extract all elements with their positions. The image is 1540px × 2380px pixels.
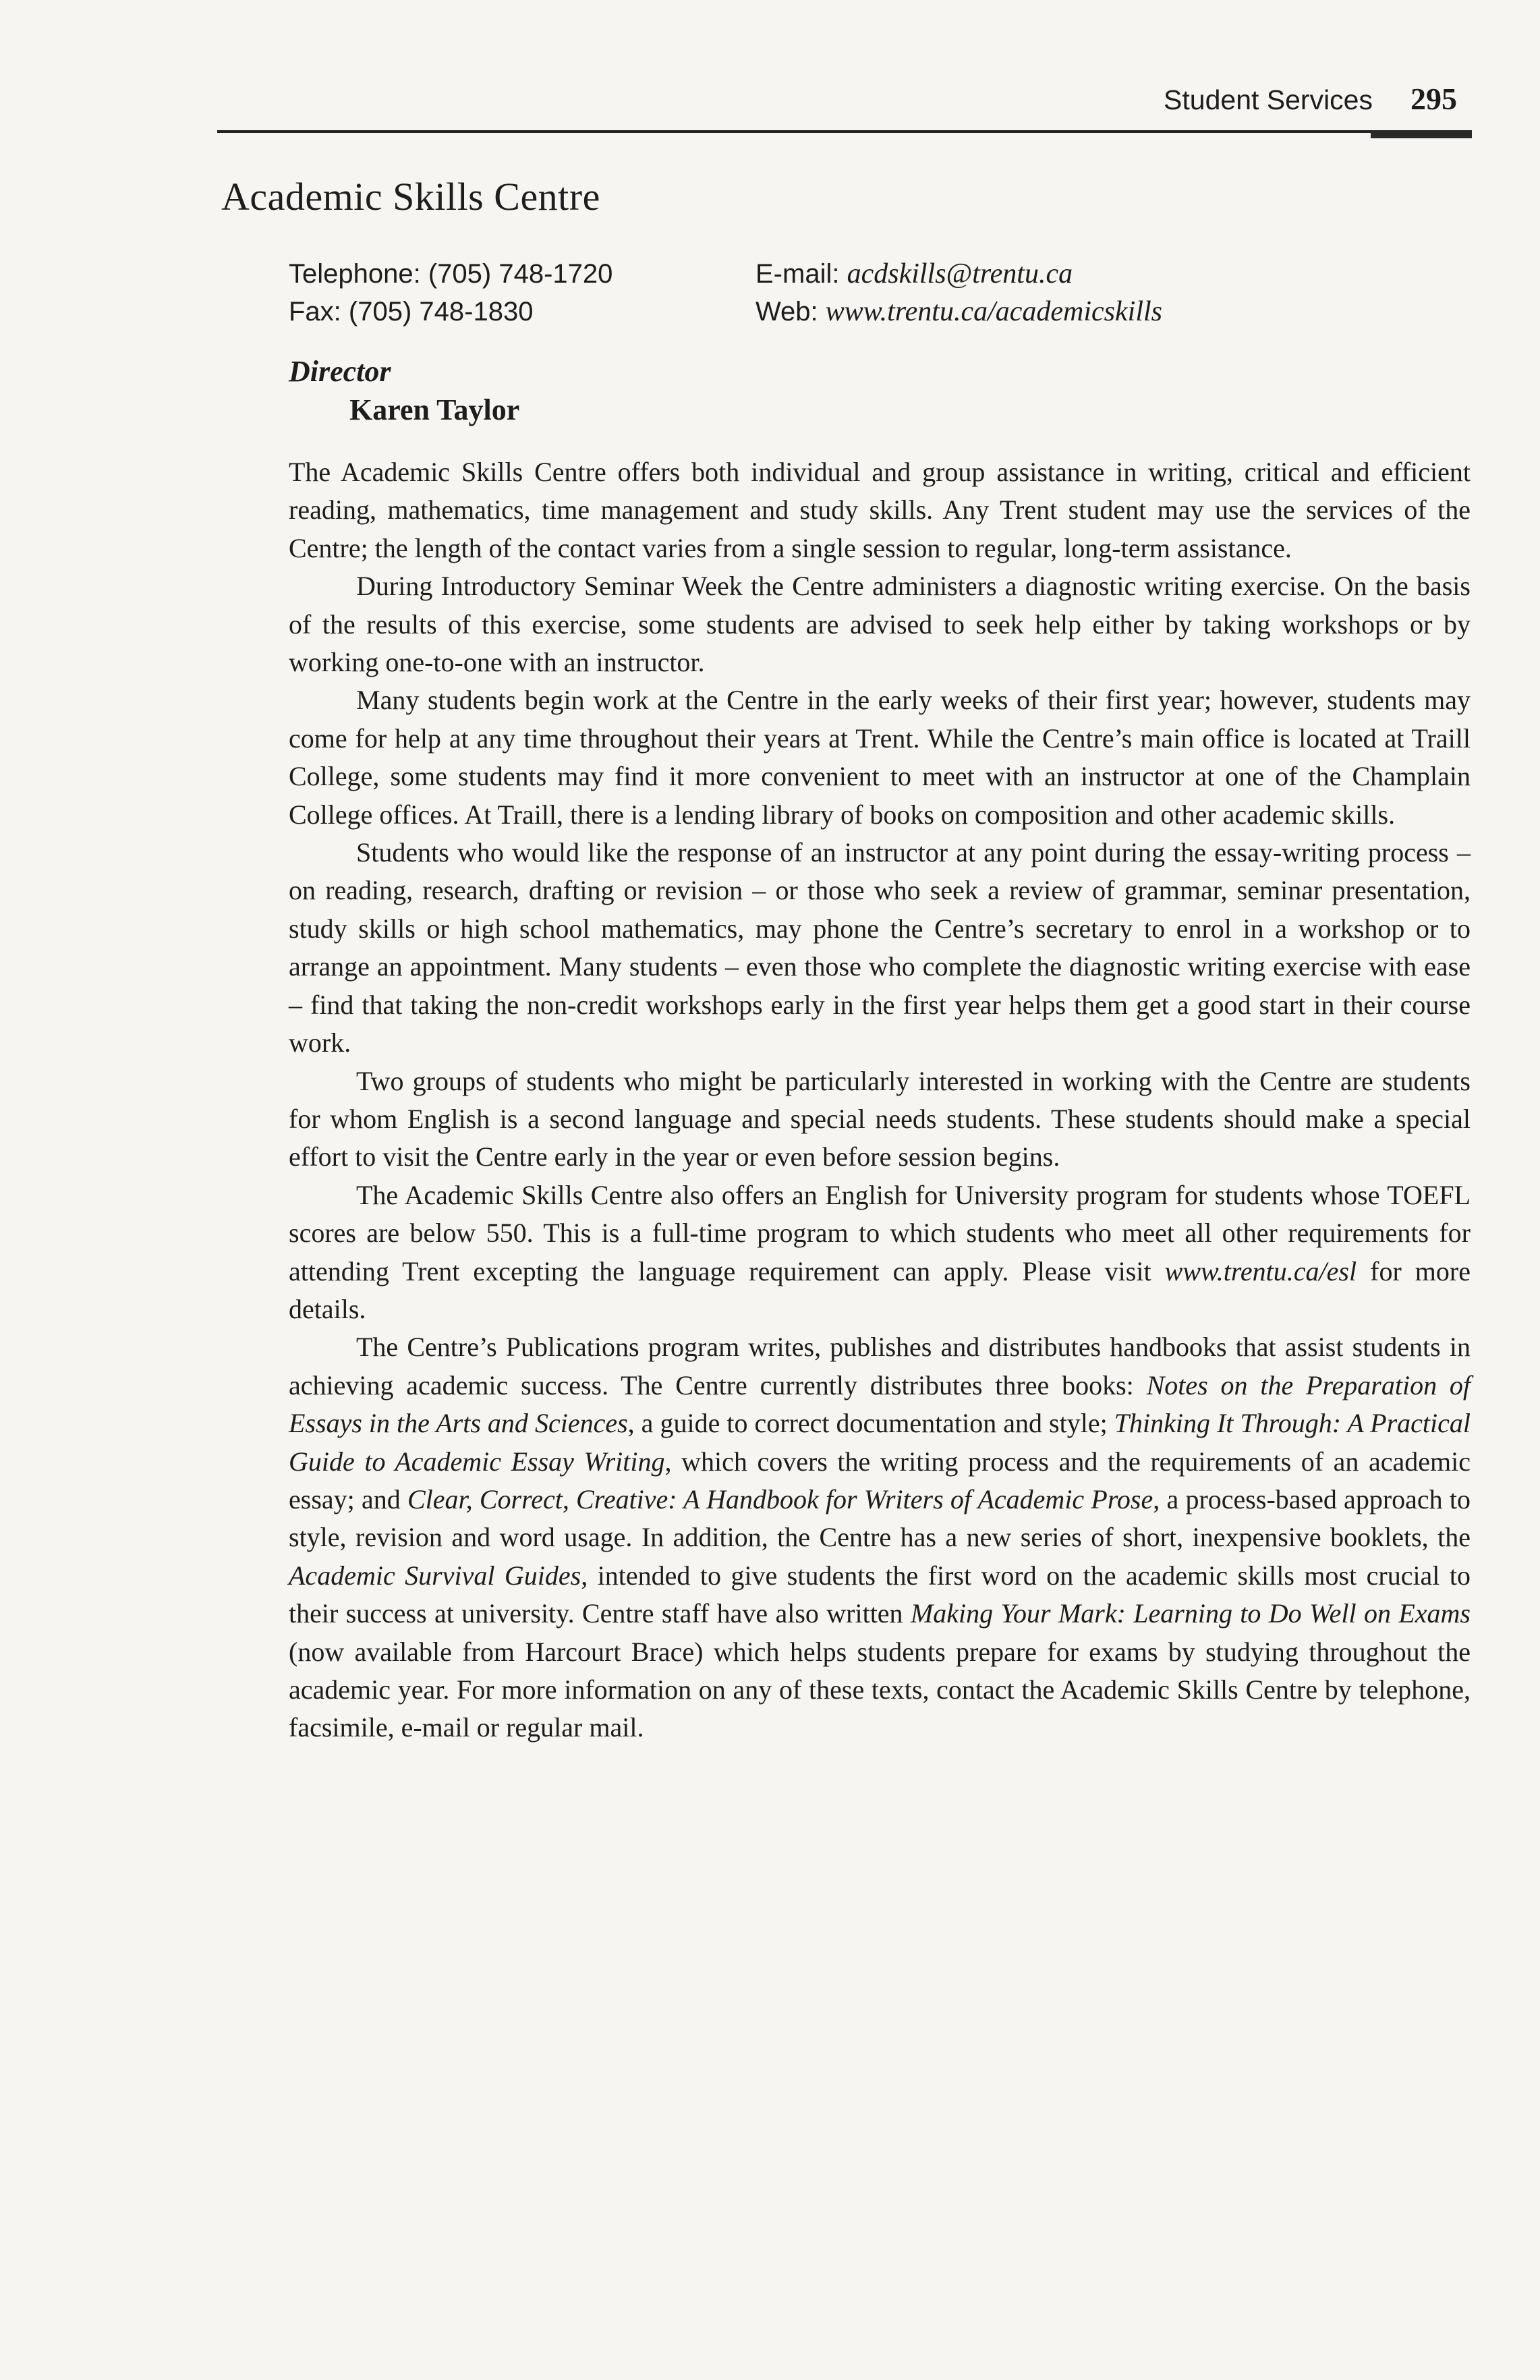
- esl-link: www.trentu.ca/esl: [1164, 1255, 1357, 1286]
- web-label: Web:: [755, 297, 826, 327]
- paragraph-7-text-a: The Centre’s Publications program writes, publishes and distributes handbooks that assist students in achieving academic success. The Centre currently distributes three books:: [289, 1332, 1471, 1400]
- book-title-thinking: Thinking It Through: A Practical Guide to Academic Essay Writing: [289, 1408, 1471, 1477]
- page-number: 295: [1410, 82, 1457, 116]
- series-title: Academic Survival Guides: [289, 1560, 581, 1591]
- paragraph-3: Many students begin work at the Centre in the early weeks of their first year; however, students may come for help at any time throughout their years at Trent. While the Centre’s main office is located at Traill College, some students may find it more convenient to meet with an instructor at one of the Champlain College offices. At Traill, there is a lending library of books on composition and other academic skills.: [289, 685, 1471, 830]
- fax: Fax: (705) 748-1830: [289, 297, 534, 327]
- web-address: www.trentu.ca/academicskills: [825, 296, 1163, 327]
- email-label: E-mail:: [755, 259, 847, 289]
- paragraph-7-text-b: , a guide to correct documentation and style;: [627, 1408, 1114, 1439]
- paragraph-7-text-c: , which covers the writing process and the requirements of an academic essay; and: [289, 1446, 1471, 1514]
- header-rule: [217, 130, 1472, 133]
- paragraph-6: [289, 1177, 1471, 1329]
- book-title-making: Making Your Mark: Learning to Do Well on Exams: [910, 1598, 1471, 1629]
- paragraph-7-text-e: , intended to give students the first word on the academic skills most crucial to their success at university. Centre staff have also written: [289, 1560, 1471, 1629]
- header-rule-end-bar: [1371, 130, 1472, 138]
- telephone: Telephone: (705) 748-1720: [289, 259, 613, 289]
- contact-row-phone-email: [289, 255, 1435, 293]
- paragraph-1: The Academic Skills Centre offers both individual and group assistance in writing, critical and efficient reading, mathematics, time management and study skills. Any Trent student may use the services of the Centre; the length of the contact varies from a single session to regular, long-term assistance.: [289, 457, 1471, 563]
- paragraph-6-text-a: The Academic Skills Centre also offers an English for University program for students whose TOEFL scores are below 550. This is a full-time program to which students who meet all other requirements for attending Trent excepting the language requirement can apply. Please visit: [289, 1179, 1471, 1286]
- paragraph-7-text-f: (now available from Harcourt Brace) which helps students prepare for exams by studying throughout the academic year. For more information on any of these texts, contact the Academic Skills Centre by telephone, facsimile, e-mail or regular mail.: [289, 1636, 1471, 1743]
- paragraph-2: During Introductory Seminar Week the Centre administers a diagnostic writing exercise. On the basis of the results of this exercise, some students are advised to seek help either by taking workshops or by working one-to-one with an instructor.: [289, 571, 1471, 678]
- contact-block: [289, 255, 1435, 331]
- paragraph-7: [289, 1328, 1471, 1747]
- paragraph-7-text-d: , a process-based approach to style, revision and word usage. In addition, the Centre has a new series of short, inexpensive booklets, the: [289, 1483, 1471, 1553]
- section-title: Academic Skills Centre: [221, 175, 600, 219]
- running-head-section: Student Services: [1164, 84, 1373, 115]
- body-text: [289, 453, 1471, 1747]
- email-address: acdskills@trentu.ca: [847, 258, 1073, 289]
- running-head: [1025, 81, 1457, 121]
- director-label: Director: [289, 355, 391, 388]
- email-entry: [755, 255, 1073, 293]
- web-entry: [755, 293, 1162, 331]
- paragraph-4: Students who would like the response of an instructor at any point during the essay-writing process – on reading, research, drafting or revision – or those who seek a review of grammar, seminar presentation, study skills or high school mathematics, may phone the Centre’s secretary to enrol in a workshop or to arrange an appointment. Many students – even those who complete the diagnostic writing exercise with ease – find that taking the non-credit workshops early in the first year helps them get a good start in their course work.: [289, 837, 1471, 1058]
- paragraph-5: Two groups of students who might be particularly interested in working with the Centre are students for whom English is a second language and special needs students. These students should make a special effort to visit the Centre early in the year or even before session begins.: [289, 1065, 1471, 1172]
- book-title-clear: Clear, Correct, Creative: A Handbook for Writers of Academic Prose: [407, 1483, 1153, 1514]
- book-title-notes: Notes on the Preparation of Essays in the Arts and Sciences: [289, 1369, 1471, 1439]
- contact-row-fax-web: [289, 293, 1435, 331]
- director-name: Karen Taylor: [349, 393, 520, 426]
- paragraph-6-text-b: for more details.: [289, 1255, 1471, 1324]
